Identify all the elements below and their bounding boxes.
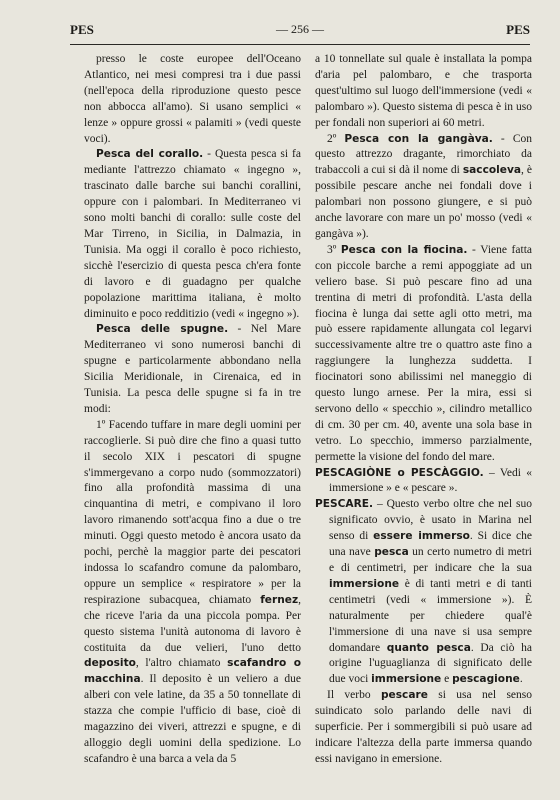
bold-term: quanto pesca xyxy=(386,641,471,654)
text-run: è di tanti metri e di tanti centimetri (vedi « immersione »). È naturalmente per chiedere qual'è l'immersione di una nave si usa sempre domandare xyxy=(329,577,532,654)
bold-term: deposito xyxy=(84,657,136,670)
header-right-word: PES xyxy=(506,22,530,37)
page-number: — 256 — xyxy=(276,22,324,36)
text-run: , l'altro chiamato xyxy=(135,657,228,670)
text-run: . xyxy=(519,673,523,686)
text-run: e xyxy=(441,673,453,686)
text-run: presso le coste europee dell'Oceano Atlantico, nei mesi compresi tra i due passi (nell'epoca della riproduzione questo pesce non abbocca all'amo). Si usano semplici « lenze » oppure grossi « palamiti » (vedi queste voci). xyxy=(84,53,301,145)
text-run: un certo numetro di metri e di centimetri, per indicare che la sua xyxy=(329,546,532,574)
text-run: 3º xyxy=(327,243,341,256)
text-run: 2º xyxy=(327,132,345,145)
bold-term: pescare xyxy=(380,689,428,702)
text-run: , è possibile pescare anche nei fondali dove i palombari non possono giungere, e si può anche lavorare con mare un po' mosso (vedi « gangàva »). xyxy=(315,164,532,240)
text-run: . Da ciò ha origine l'uguaglianza di significato delle due voci xyxy=(329,641,532,686)
bold-term: pesca xyxy=(374,546,409,559)
paragraph xyxy=(84,418,301,768)
bold-term: Pesca con la gangàva. xyxy=(344,132,493,145)
header-left-word: PES xyxy=(70,22,94,37)
bold-term: immersione xyxy=(371,673,442,686)
bold-term: essere immerso xyxy=(373,530,470,543)
bold-term: PESCAGIÒNE o PESCÀGGIO. xyxy=(315,466,484,479)
paragraph xyxy=(84,322,301,417)
bold-term: Pesca con la fiocina. xyxy=(340,243,468,256)
bold-term: pescagione xyxy=(452,673,520,686)
paragraph xyxy=(84,147,301,322)
paragraph xyxy=(315,466,532,498)
paragraph xyxy=(315,497,532,688)
text-run: - Con questo attrezzo dragante, rimorchiato da trabaccoli a cui si dà il nome di xyxy=(315,132,533,177)
paragraph xyxy=(315,132,532,243)
text-run: 1º Facendo tuffare in mare degli uomini per raccoglierle. Si può dire che fino a quasi tutto il secolo XIX i pescatori di spugne s'immergevano a corpo nudo (sommozzatori) fino alla profondità massima di una cinquantina di metri, e compivano il loro lavoro rimanendo sott'acqua fino a due o tre minuti. Oggi questo metodo è ancora usato da pochi, perchè la maggior parte dei pescatori indossa lo scafandro comune da palombaro, oppure un semplice « respiratore » per la respirazione subacquea, chiamato xyxy=(84,418,301,606)
bold-term: fernez xyxy=(260,593,299,606)
text-run: . Il deposito è un veliero a due alberi con vele latine, da 35 a 50 tonnellate di stazza che compie l'ufficio di base, cioè di magazzino dei viveri, attrezzi e spugne, e di alloggio degli uomini della spedizione. Lo scafandro è una barca a vela da 5 xyxy=(84,673,301,765)
paragraph xyxy=(315,243,532,466)
paragraph xyxy=(315,52,532,132)
text-run: Il verbo xyxy=(327,689,381,702)
text-run: si usa nel senso suindicato solo parlando delle navi di superficie. Per i sommergibili si può usare ad indicare l'altezza della parte immersa quando essi navigano in emersione. xyxy=(315,689,532,765)
text-run: – Vedi « immersione » e « pescare ». xyxy=(329,466,532,495)
bold-term: saccoleva xyxy=(462,164,522,177)
right-text-column xyxy=(315,52,532,768)
text-run: - Nel Mare Mediterraneo vi sono numerosi banchi di spugne e particolarmente abbondano nella Sicilia Meridionale, in Cirenaica, ed in Tunisia. La pesca delle spugne si fa in tre modi: xyxy=(84,323,301,415)
bold-term: scafandro o macchina xyxy=(84,657,301,686)
bold-term: immersione xyxy=(329,577,400,590)
text-run: a 10 tonnellate sul quale è installata la pompa d'aria pel palombaro, e che trasporta quest'ultimo sul luogo dell'immersione (vedi « palombaro »). Questo sistema di pesca è in uso per fondali non superiori ai 60 metri. xyxy=(315,53,532,129)
bold-term: Pesca del corallo. xyxy=(96,148,204,161)
text-run: - Questa pesca si fa mediante l'attrezzo chiamato « ingegno », trascinato dalle barche sui banchi corallini, oppure con i palombari. In Mediterraneo vi sono molti banchi di corallo: sulle coste del Mar Tirreno, in Sicilia, in Dalmazia, in Tunisia. Ma oggi il corallo è poco richiesto, sicchè l'esercizio di questa pesca ch'era fonte di lavoro e di guadagno per qualche popolazione marittima italiana, è molto diminuito e poco redditizio (vedi « ingegno »). xyxy=(84,148,301,320)
text-run: , che riceve l'aria da una piccola pompa. Per questo sistema l'unità autonoma di lavoro è costituita da due velieri, l'uno detto xyxy=(84,593,301,654)
text-run: – Questo verbo oltre che nel suo significato ovvio, è usato in Marina nel senso di xyxy=(329,498,532,543)
text-run: - Viene fatta con piccole barche a remi appoggiate ad un veliero base. Si può pescare fino ad una trentina di metri di profondità. L'asta della fiocina è lunga dai sette agli otto metri, ma può essere rapidamente allungata col legarvi successivamente altre tre o quattro aste fino a raggiungere la lunghezza suddetta. I fiocinatori sono abilissimi nel maneggio di questo lungo arnese. Per la mira, essi si servono dello « specchio », cilindro metallico di cm. 30 per cm. 40, avente una sola base in vetro. Lo specchio, immerso parzialmente, permette la visione del fondo del mare. xyxy=(315,243,532,463)
header-rule xyxy=(70,44,530,45)
text-run: . Si dice che una nave xyxy=(329,530,533,559)
paragraph xyxy=(84,52,301,147)
left-text-column xyxy=(84,52,301,768)
bold-term: Pesca delle spugne. xyxy=(96,323,229,336)
paragraph xyxy=(315,688,532,768)
running-header xyxy=(70,22,530,44)
bold-term: PESCARE. xyxy=(315,498,374,511)
